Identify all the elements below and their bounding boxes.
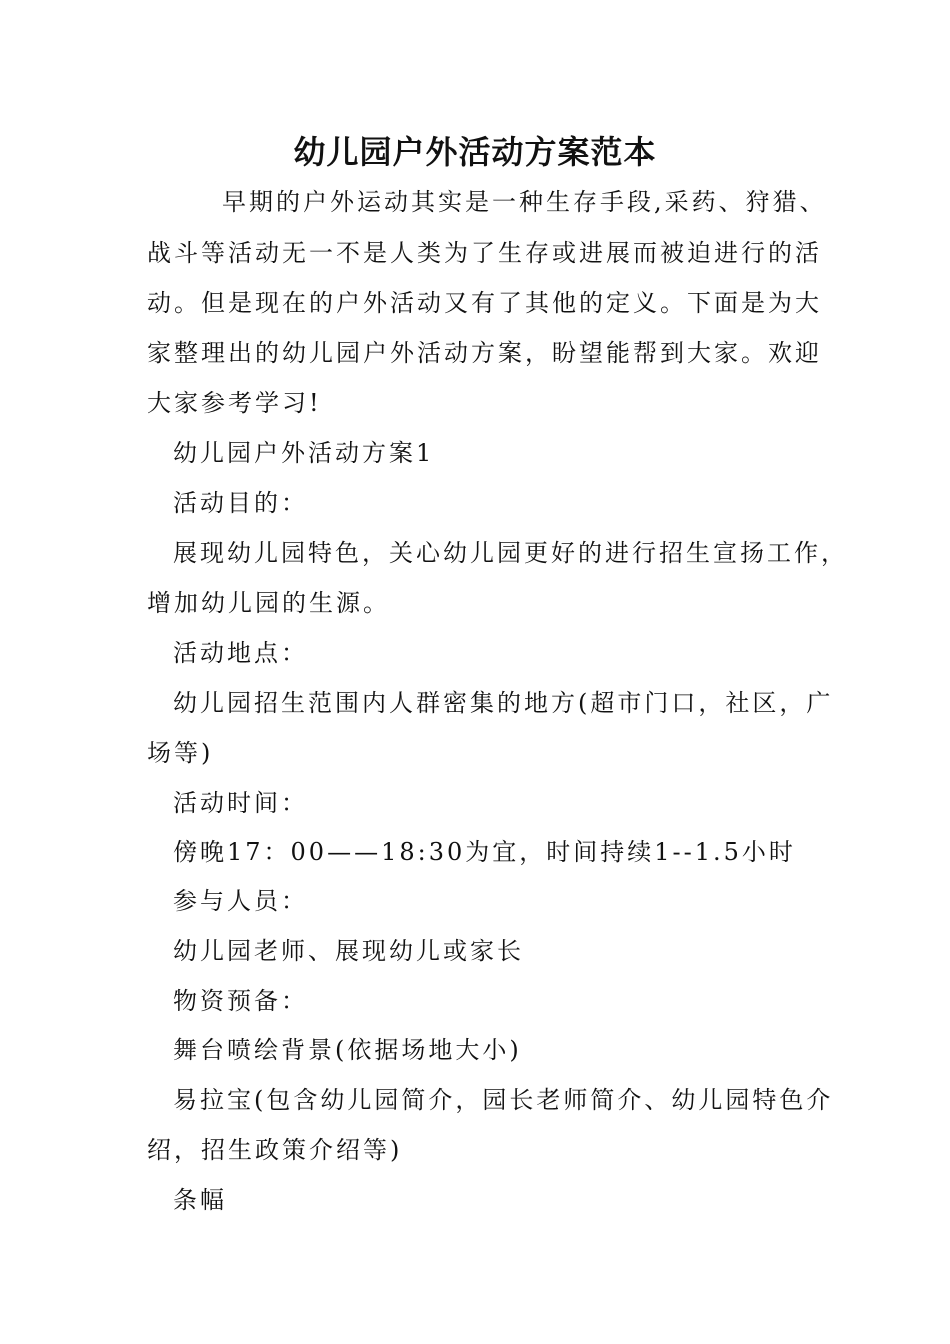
purpose-line: 增加幼儿园的生源。 <box>147 589 390 617</box>
location-line: 场等) <box>147 739 214 767</box>
intro-line: 家整理出的幼儿园户外活动方案，盼望能帮到大家。欢迎 <box>147 339 822 367</box>
section-heading: 幼儿园户外活动方案1 <box>173 439 435 467</box>
location-label: 活动地点： <box>173 639 308 667</box>
material-item: 条幅 <box>173 1186 227 1214</box>
time-value: 傍晚17：00——18:30为宜，时间持续1--1.5小时 <box>173 838 796 866</box>
intro-line: 大家参考学习! <box>147 389 322 417</box>
intro-line: 战斗等活动无一不是人类为了生存或进展而被迫进行的活 <box>147 239 822 267</box>
material-item-continued: 绍，招生政策介绍等) <box>147 1136 403 1164</box>
intro-line: 动。但是现在的户外活动又有了其他的定义。下面是为大 <box>147 289 822 317</box>
time-label: 活动时间： <box>173 789 308 817</box>
location-line: 幼儿园招生范围内人群密集的地方(超市门口，社区，广 <box>173 689 834 717</box>
material-item: 舞台喷绘背景(依据场地大小) <box>173 1036 522 1064</box>
purpose-label: 活动目的： <box>173 489 308 517</box>
purpose-line: 展现幼儿园特色，关心幼儿园更好的进行招生宣扬工作， <box>173 539 848 567</box>
material-item: 易拉宝(包含幼儿园简介，园长老师简介、幼儿园特色介 <box>173 1086 834 1114</box>
participants-label: 参与人员： <box>173 887 308 915</box>
materials-label: 物资预备： <box>173 987 308 1015</box>
intro-line: 早期的户外运动其实是一种生存手段,采药、狩猎、 <box>222 188 827 216</box>
document-title: 幼儿园户外活动方案范本 <box>293 133 657 171</box>
participants-value: 幼儿园老师、展现幼儿或家长 <box>173 937 524 965</box>
